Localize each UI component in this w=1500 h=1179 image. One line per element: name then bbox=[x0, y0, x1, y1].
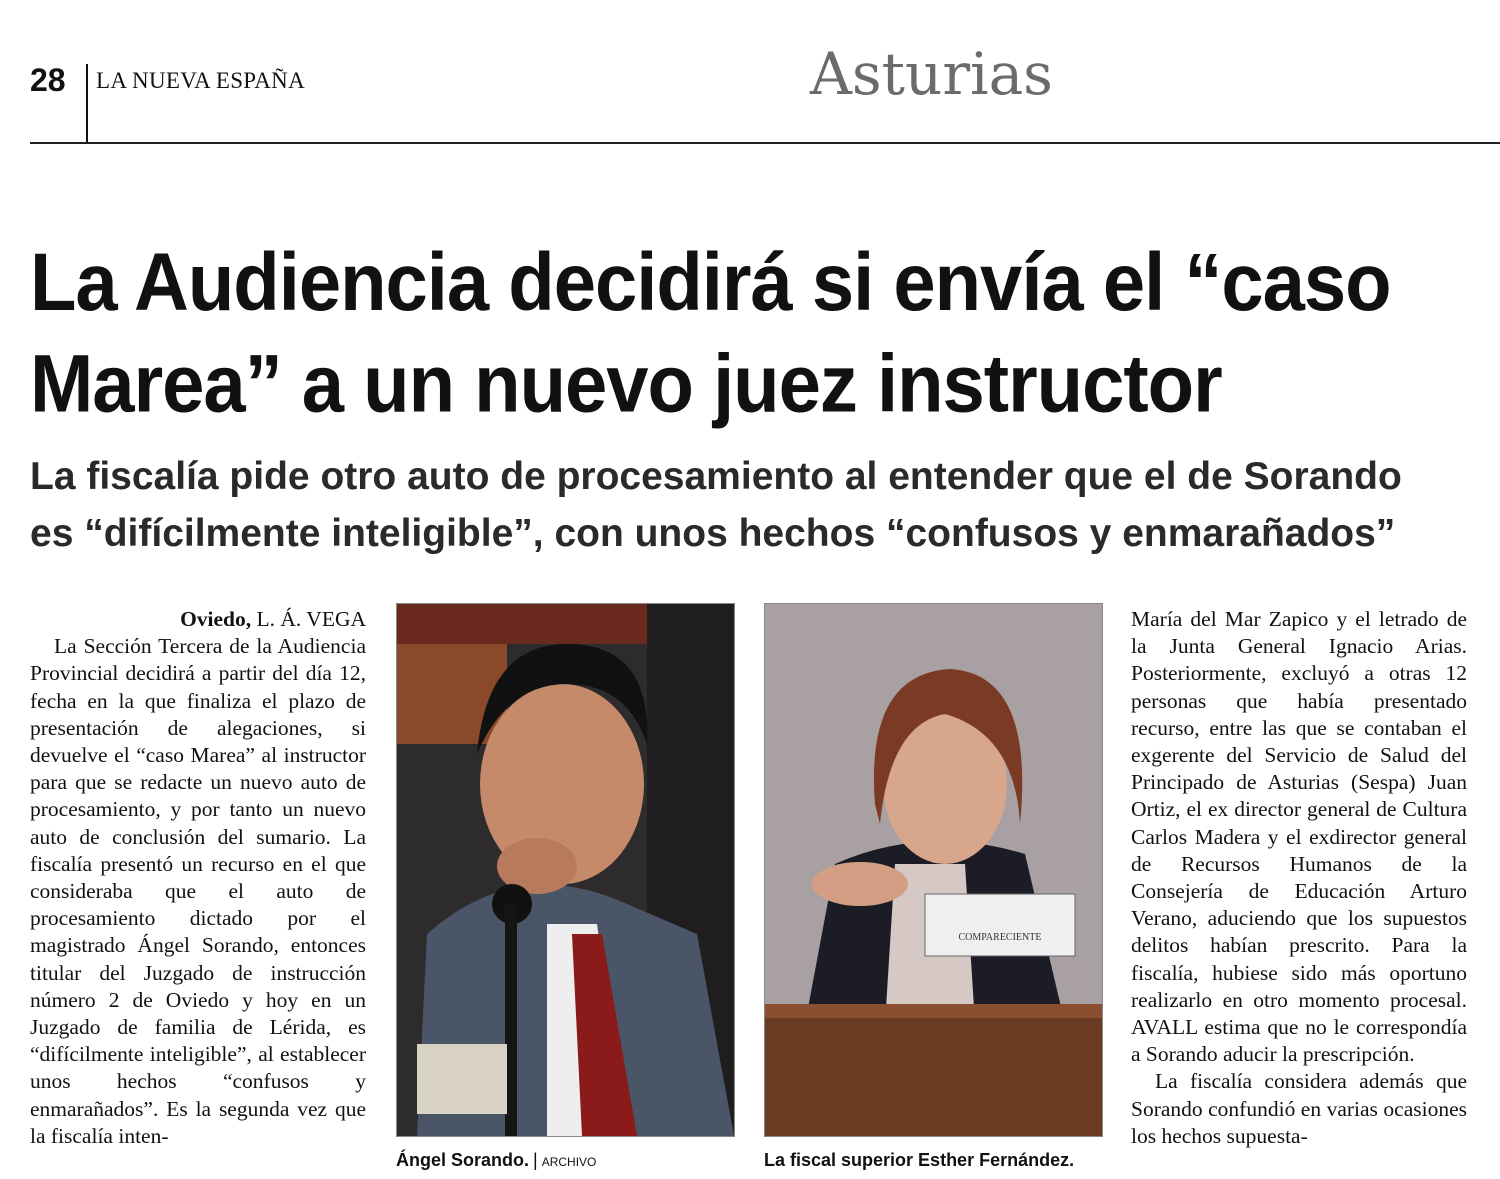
byline bbox=[30, 606, 366, 633]
placard-label: COMPARECIENTE bbox=[958, 932, 1042, 943]
subheadline-line-2: es “difícilmente inteligible”, con unos hechos “confusos y enmarañados” bbox=[30, 512, 1396, 555]
photo-esther-fernandez bbox=[764, 603, 1103, 1137]
section-title: Asturias bbox=[810, 40, 1053, 108]
headline-line-2: Marea” a un nuevo juez instructor bbox=[30, 337, 1222, 430]
byline-place: Oviedo, bbox=[180, 607, 252, 631]
photo-esther-fernandez-image bbox=[765, 604, 1102, 1136]
caption-separator: | bbox=[533, 1150, 538, 1170]
byline-author: L. Á. VEGA bbox=[256, 607, 366, 631]
subheadline-line-1: La fiscalía pide otro auto de procesamiento al entender que el de Sorando bbox=[30, 455, 1402, 498]
article-paragraph: La Sección Tercera de la Audiencia Provincial decidirá a partir del día 12, fecha en la que finaliza el plazo de presentación de alegaciones, si devuelve el “caso Marea” al instructor para que se redacte un nuevo auto de procesamiento, y por tanto un nuevo auto de conclusión del sumario. La fiscalía presentó un recurso en el que consideraba que el auto de procesamiento dictado por el magistrado Ángel Sorando, entonces titular del Juzgado de instrucción número 2 de Oviedo y hoy en un Juzgado de familia de Lérida, es “difícilmente inteligible”, al establecer unos hechos “confusos y enmarañados”. Es la segunda vez que la fiscalía inten- bbox=[30, 634, 366, 1148]
photo-caption-1 bbox=[396, 1150, 596, 1171]
photo-angel-sorando-image bbox=[397, 604, 734, 1136]
subheadline bbox=[30, 448, 1490, 562]
article-column-2 bbox=[1131, 606, 1467, 1179]
article-paragraph: La fiscalía considera además que Sorando confundió en varias ocasiones los hechos supuesta- bbox=[1131, 1069, 1467, 1148]
masthead-divider bbox=[86, 64, 88, 142]
headline-line-1: La Audiencia decidirá si envía el “caso bbox=[30, 236, 1391, 329]
photo-caption-2 bbox=[764, 1150, 1074, 1171]
photo-caption-1-text: Ángel Sorando. bbox=[396, 1150, 530, 1170]
article-column-1 bbox=[30, 606, 366, 1179]
page-number: 28 bbox=[30, 62, 66, 98]
article-paragraph: María del Mar Zapico y el letrado de la Junta General Ignacio Arias. Posteriormente, excluyó a otras 12 personas que había presentado recurso, entre las que se contaban el exgerente del Servicio de Salud del Principado de Asturias (Sespa) Juan Ortiz, el ex director general de Cultura Carlos Madera y el exdirector general de Recursos Humanos de la Consejería de Educación Arturo Verano, aduciendo que los supuestos delitos habían prescrito. Para la fiscalía, hubiese sido más oportuno realizarlo en otro momento procesal. AVALL estima que no le correspondía a Sorando aducir la prescripción. bbox=[1131, 607, 1467, 1067]
photo-caption-2-text: La fiscal superior Esther Fernández. bbox=[764, 1150, 1075, 1170]
newspaper-name: LA NUEVA ESPAÑA bbox=[96, 68, 305, 93]
headline bbox=[30, 232, 1470, 435]
photo-angel-sorando bbox=[396, 603, 735, 1137]
photo-credit: ARCHIVO bbox=[541, 1155, 597, 1169]
masthead bbox=[30, 40, 1500, 145]
masthead-rule bbox=[30, 142, 1500, 144]
